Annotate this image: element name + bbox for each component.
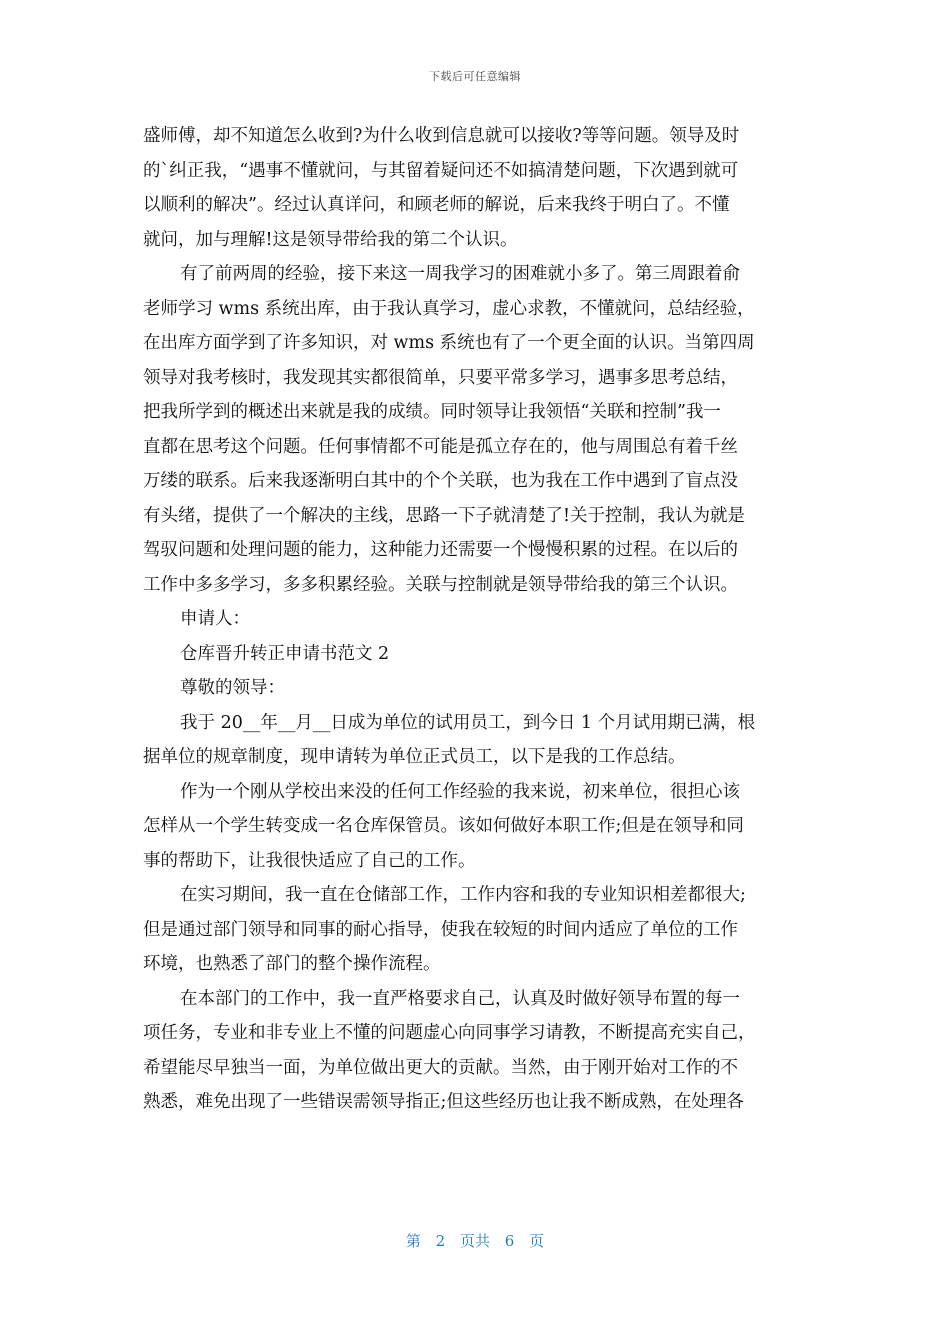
text-line: 的`纠正我，“遇事不懂就问，与其留着疑问还不如搞清楚问题，下次遇到就可 [143, 160, 739, 181]
text-line: 有头绪，提供了一个解决的主线，思路一下子就清楚了!关于控制，我认为就是 [143, 505, 746, 526]
text-line: 据单位的规章制度，现申请转为单位正式员工，以下是我的工作总结。 [143, 747, 686, 767]
text-line: 把我所学到的概述出来就是我的成绩。同时领导让我领悟“关联和控制”我一 [143, 402, 721, 422]
text-line: 驾驭问题和处理问题的能力，这种能力还需要一个慢慢积累的过程。在以后的 [143, 540, 738, 560]
text-line: 尊敬的领导： [180, 678, 285, 698]
header-note: 下载后可任意编辑 [429, 70, 521, 83]
body-text [143, 119, 809, 1120]
text-line: 申请人： [180, 609, 250, 629]
text-line: 事的帮助下，让我很快适应了自己的工作。 [143, 850, 476, 871]
page-footer: 第 2 页共 6 页 [405, 1232, 545, 1250]
text-line: 以顺利的解决”。经过认真详问，和顾老师的解说，后来我终于明白了。不懂 [143, 195, 730, 215]
text-line: 但是通过部门领导和同事的耐心指导，使我在较短的时间内适应了单位的工作 [143, 919, 738, 940]
text-line: 在实习期间，我一直在仓储部工作，工作内容和我的专业知识相差都很大; [180, 885, 746, 905]
text-line: 老师学习 wms 系统出库，由于我认真学习，虚心求教，不懂就问，总结经验， [143, 298, 755, 319]
text-line: 领导对我考核时，我发现其实都很简单，只要平常多学习，遇事多思考总结， [143, 367, 738, 388]
text-line: 作为一个刚从学校出来没的任何工作经验的我来说，初来单位，很担心该 [180, 781, 740, 802]
text-line: 怎样从一个学生转变成一名仓库保管员。该如何做好本职工作;但是在领导和同 [143, 816, 744, 836]
text-line: 熟悉，难免出现了一些错误需领导指正;但这些经历也让我不断成熟，在处理各 [143, 1092, 744, 1112]
text-line: 就问，加与理解!这是领导带给我的第二个认识。 [143, 229, 518, 250]
text-line: 在出库方面学到了许多知识，对 wms 系统也有了一个更全面的认识。当第四周 [143, 333, 755, 353]
text-line: 项任务，专业和非专业上不懂的问题虚心向同事学习请教，不断提高充实自己， [143, 1023, 756, 1043]
text-line: 希望能尽早独当一面，为单位做出更大的贡献。当然，由于刚开始对工作的不 [143, 1057, 738, 1078]
text-line: 直都在思考这个问题。任何事情都不可能是孤立存在的，他与周围总有着千丝 [143, 436, 738, 457]
text-line: 我于 20__年__月__日成为单位的试用员工，到今日 1 个月试用期已满，根 [180, 712, 756, 733]
text-line: 工作中多多学习，多多积累经验。关联与控制就是领导带给我的第三个认识。 [143, 574, 738, 595]
text-line: 盛师傅，却不知道怎么收到?为什么收到信息就可以接收?等等问题。领导及时 [143, 126, 740, 146]
text-line: 有了前两周的经验，接下来这一周我学习的困难就小多了。第三周跟着俞 [180, 264, 740, 284]
text-line: 仓库晋升转正申请书范文 2 [180, 643, 390, 664]
text-line: 在本部门的工作中，我一直严格要求自己，认真及时做好领导布置的每一 [180, 988, 740, 1009]
text-line: 环境，也熟悉了部门的整个操作流程。 [143, 954, 441, 974]
text-line: 万缕的联系。后来我逐渐明白其中的个个关联，也为我在工作中遇到了盲点没 [143, 471, 738, 491]
